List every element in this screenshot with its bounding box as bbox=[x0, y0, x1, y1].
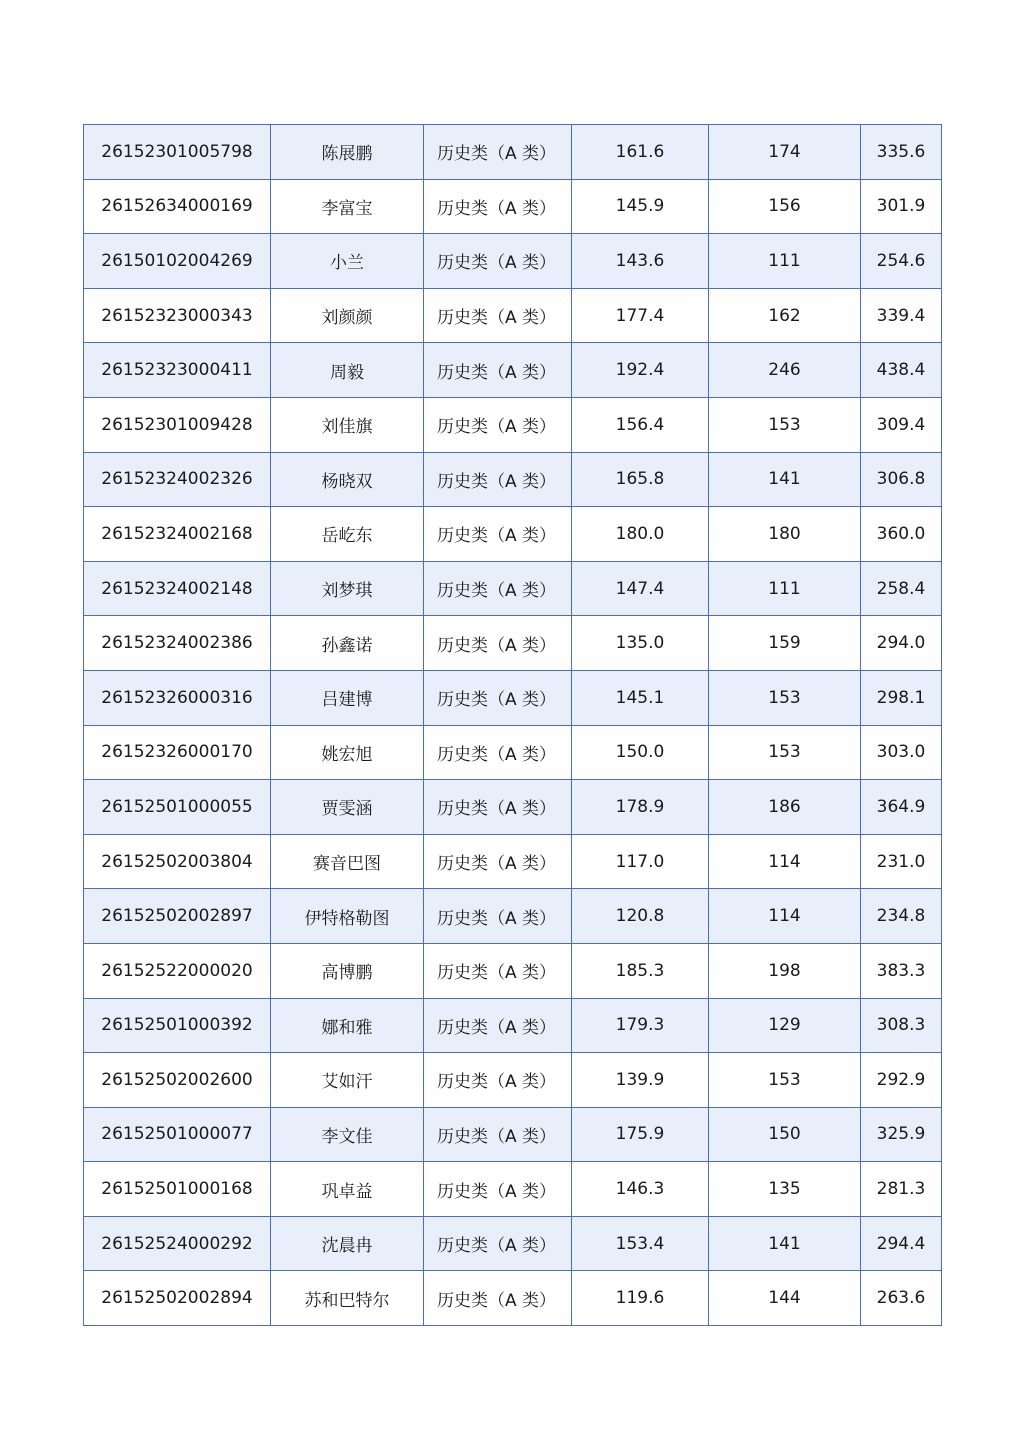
total-score-cell: 292.9 bbox=[861, 1053, 942, 1108]
score-b-cell: 174 bbox=[709, 125, 861, 180]
total-score-cell: 234.8 bbox=[861, 889, 942, 944]
score-a-cell: 117.0 bbox=[572, 834, 709, 889]
total-score-cell: 254.6 bbox=[861, 234, 942, 289]
category-cell: 历史类（A 类） bbox=[424, 780, 572, 835]
category-cell: 历史类（A 类） bbox=[424, 1053, 572, 1108]
score-a-cell: 177.4 bbox=[572, 288, 709, 343]
table-row bbox=[84, 943, 942, 998]
exam-number-cell: 26150102004269 bbox=[84, 234, 271, 289]
total-score-cell: 325.9 bbox=[861, 1107, 942, 1162]
score-a-cell: 120.8 bbox=[572, 889, 709, 944]
table-row bbox=[84, 1162, 942, 1217]
score-a-cell: 146.3 bbox=[572, 1162, 709, 1217]
score-b-cell: 111 bbox=[709, 234, 861, 289]
score-b-cell: 141 bbox=[709, 1216, 861, 1271]
exam-number-cell: 26152326000170 bbox=[84, 725, 271, 780]
score-b-cell: 159 bbox=[709, 616, 861, 671]
category-cell: 历史类（A 类） bbox=[424, 616, 572, 671]
category-cell: 历史类（A 类） bbox=[424, 1216, 572, 1271]
name-cell: 娜和雅 bbox=[271, 998, 424, 1053]
total-score-cell: 306.8 bbox=[861, 452, 942, 507]
name-cell: 陈展鹏 bbox=[271, 125, 424, 180]
total-score-cell: 360.0 bbox=[861, 507, 942, 562]
exam-number-cell: 26152501000077 bbox=[84, 1107, 271, 1162]
score-a-cell: 145.9 bbox=[572, 179, 709, 234]
score-b-cell: 144 bbox=[709, 1271, 861, 1326]
name-cell: 李富宝 bbox=[271, 179, 424, 234]
name-cell: 姚宏旭 bbox=[271, 725, 424, 780]
name-cell: 李文佳 bbox=[271, 1107, 424, 1162]
table-row bbox=[84, 288, 942, 343]
name-cell: 吕建博 bbox=[271, 670, 424, 725]
score-a-cell: 175.9 bbox=[572, 1107, 709, 1162]
name-cell: 艾如汗 bbox=[271, 1053, 424, 1108]
total-score-cell: 294.0 bbox=[861, 616, 942, 671]
score-a-cell: 119.6 bbox=[572, 1271, 709, 1326]
score-table bbox=[83, 124, 942, 1326]
name-cell: 高博鹏 bbox=[271, 943, 424, 998]
table-row bbox=[84, 780, 942, 835]
exam-number-cell: 26152501000168 bbox=[84, 1162, 271, 1217]
table-row bbox=[84, 125, 942, 180]
table-row bbox=[84, 616, 942, 671]
category-cell: 历史类（A 类） bbox=[424, 452, 572, 507]
exam-number-cell: 26152323000411 bbox=[84, 343, 271, 398]
score-a-cell: 156.4 bbox=[572, 397, 709, 452]
exam-number-cell: 26152301005798 bbox=[84, 125, 271, 180]
category-cell: 历史类（A 类） bbox=[424, 343, 572, 398]
score-a-cell: 135.0 bbox=[572, 616, 709, 671]
name-cell: 孙鑫诺 bbox=[271, 616, 424, 671]
total-score-cell: 263.6 bbox=[861, 1271, 942, 1326]
category-cell: 历史类（A 类） bbox=[424, 998, 572, 1053]
score-b-cell: 141 bbox=[709, 452, 861, 507]
score-b-cell: 135 bbox=[709, 1162, 861, 1217]
exam-number-cell: 26152324002168 bbox=[84, 507, 271, 562]
exam-number-cell: 26152324002326 bbox=[84, 452, 271, 507]
exam-number-cell: 26152501000055 bbox=[84, 780, 271, 835]
table-row bbox=[84, 670, 942, 725]
table-row bbox=[84, 834, 942, 889]
exam-number-cell: 26152634000169 bbox=[84, 179, 271, 234]
score-b-cell: 129 bbox=[709, 998, 861, 1053]
score-b-cell: 162 bbox=[709, 288, 861, 343]
score-a-cell: 147.4 bbox=[572, 561, 709, 616]
total-score-cell: 309.4 bbox=[861, 397, 942, 452]
table-row bbox=[84, 561, 942, 616]
category-cell: 历史类（A 类） bbox=[424, 507, 572, 562]
score-b-cell: 186 bbox=[709, 780, 861, 835]
table-row bbox=[84, 1053, 942, 1108]
exam-number-cell: 26152323000343 bbox=[84, 288, 271, 343]
category-cell: 历史类（A 类） bbox=[424, 561, 572, 616]
score-a-cell: 192.4 bbox=[572, 343, 709, 398]
score-a-cell: 165.8 bbox=[572, 452, 709, 507]
category-cell: 历史类（A 类） bbox=[424, 1271, 572, 1326]
score-b-cell: 150 bbox=[709, 1107, 861, 1162]
total-score-cell: 294.4 bbox=[861, 1216, 942, 1271]
table-row bbox=[84, 179, 942, 234]
total-score-cell: 301.9 bbox=[861, 179, 942, 234]
name-cell: 巩卓益 bbox=[271, 1162, 424, 1217]
category-cell: 历史类（A 类） bbox=[424, 1107, 572, 1162]
name-cell: 沈晨冉 bbox=[271, 1216, 424, 1271]
name-cell: 周毅 bbox=[271, 343, 424, 398]
total-score-cell: 438.4 bbox=[861, 343, 942, 398]
total-score-cell: 281.3 bbox=[861, 1162, 942, 1217]
score-a-cell: 143.6 bbox=[572, 234, 709, 289]
total-score-cell: 308.3 bbox=[861, 998, 942, 1053]
name-cell: 刘佳旗 bbox=[271, 397, 424, 452]
exam-number-cell: 26152324002148 bbox=[84, 561, 271, 616]
score-b-cell: 246 bbox=[709, 343, 861, 398]
total-score-cell: 339.4 bbox=[861, 288, 942, 343]
score-table-body bbox=[84, 125, 942, 1326]
exam-number-cell: 26152324002386 bbox=[84, 616, 271, 671]
table-row bbox=[84, 889, 942, 944]
name-cell: 赛音巴图 bbox=[271, 834, 424, 889]
category-cell: 历史类（A 类） bbox=[424, 725, 572, 780]
score-a-cell: 153.4 bbox=[572, 1216, 709, 1271]
score-a-cell: 145.1 bbox=[572, 670, 709, 725]
category-cell: 历史类（A 类） bbox=[424, 670, 572, 725]
total-score-cell: 231.0 bbox=[861, 834, 942, 889]
total-score-cell: 258.4 bbox=[861, 561, 942, 616]
score-b-cell: 180 bbox=[709, 507, 861, 562]
category-cell: 历史类（A 类） bbox=[424, 288, 572, 343]
score-a-cell: 180.0 bbox=[572, 507, 709, 562]
total-score-cell: 364.9 bbox=[861, 780, 942, 835]
score-b-cell: 153 bbox=[709, 725, 861, 780]
category-cell: 历史类（A 类） bbox=[424, 834, 572, 889]
table-row bbox=[84, 234, 942, 289]
name-cell: 贾雯涵 bbox=[271, 780, 424, 835]
name-cell: 苏和巴特尔 bbox=[271, 1271, 424, 1326]
score-b-cell: 156 bbox=[709, 179, 861, 234]
exam-number-cell: 26152524000292 bbox=[84, 1216, 271, 1271]
exam-number-cell: 26152502002897 bbox=[84, 889, 271, 944]
name-cell: 伊特格勒图 bbox=[271, 889, 424, 944]
total-score-cell: 383.3 bbox=[861, 943, 942, 998]
name-cell: 小兰 bbox=[271, 234, 424, 289]
name-cell: 杨晓双 bbox=[271, 452, 424, 507]
table-row bbox=[84, 725, 942, 780]
category-cell: 历史类（A 类） bbox=[424, 943, 572, 998]
score-b-cell: 153 bbox=[709, 1053, 861, 1108]
exam-number-cell: 26152326000316 bbox=[84, 670, 271, 725]
score-a-cell: 178.9 bbox=[572, 780, 709, 835]
score-a-cell: 185.3 bbox=[572, 943, 709, 998]
table-row bbox=[84, 1216, 942, 1271]
total-score-cell: 298.1 bbox=[861, 670, 942, 725]
category-cell: 历史类（A 类） bbox=[424, 125, 572, 180]
name-cell: 刘梦琪 bbox=[271, 561, 424, 616]
table-row bbox=[84, 397, 942, 452]
category-cell: 历史类（A 类） bbox=[424, 889, 572, 944]
score-b-cell: 114 bbox=[709, 834, 861, 889]
exam-number-cell: 26152502002600 bbox=[84, 1053, 271, 1108]
score-a-cell: 139.9 bbox=[572, 1053, 709, 1108]
exam-number-cell: 26152522000020 bbox=[84, 943, 271, 998]
category-cell: 历史类（A 类） bbox=[424, 234, 572, 289]
exam-number-cell: 26152502003804 bbox=[84, 834, 271, 889]
name-cell: 刘颜颜 bbox=[271, 288, 424, 343]
table-row bbox=[84, 1107, 942, 1162]
category-cell: 历史类（A 类） bbox=[424, 1162, 572, 1217]
table-row bbox=[84, 452, 942, 507]
exam-number-cell: 26152502002894 bbox=[84, 1271, 271, 1326]
table-row bbox=[84, 343, 942, 398]
total-score-cell: 303.0 bbox=[861, 725, 942, 780]
table-row bbox=[84, 998, 942, 1053]
name-cell: 岳屹东 bbox=[271, 507, 424, 562]
score-b-cell: 114 bbox=[709, 889, 861, 944]
score-b-cell: 153 bbox=[709, 397, 861, 452]
score-b-cell: 111 bbox=[709, 561, 861, 616]
score-a-cell: 150.0 bbox=[572, 725, 709, 780]
category-cell: 历史类（A 类） bbox=[424, 179, 572, 234]
exam-number-cell: 26152501000392 bbox=[84, 998, 271, 1053]
total-score-cell: 335.6 bbox=[861, 125, 942, 180]
score-a-cell: 179.3 bbox=[572, 998, 709, 1053]
category-cell: 历史类（A 类） bbox=[424, 397, 572, 452]
score-b-cell: 153 bbox=[709, 670, 861, 725]
score-a-cell: 161.6 bbox=[572, 125, 709, 180]
score-b-cell: 198 bbox=[709, 943, 861, 998]
table-row bbox=[84, 1271, 942, 1326]
exam-number-cell: 26152301009428 bbox=[84, 397, 271, 452]
table-row bbox=[84, 507, 942, 562]
